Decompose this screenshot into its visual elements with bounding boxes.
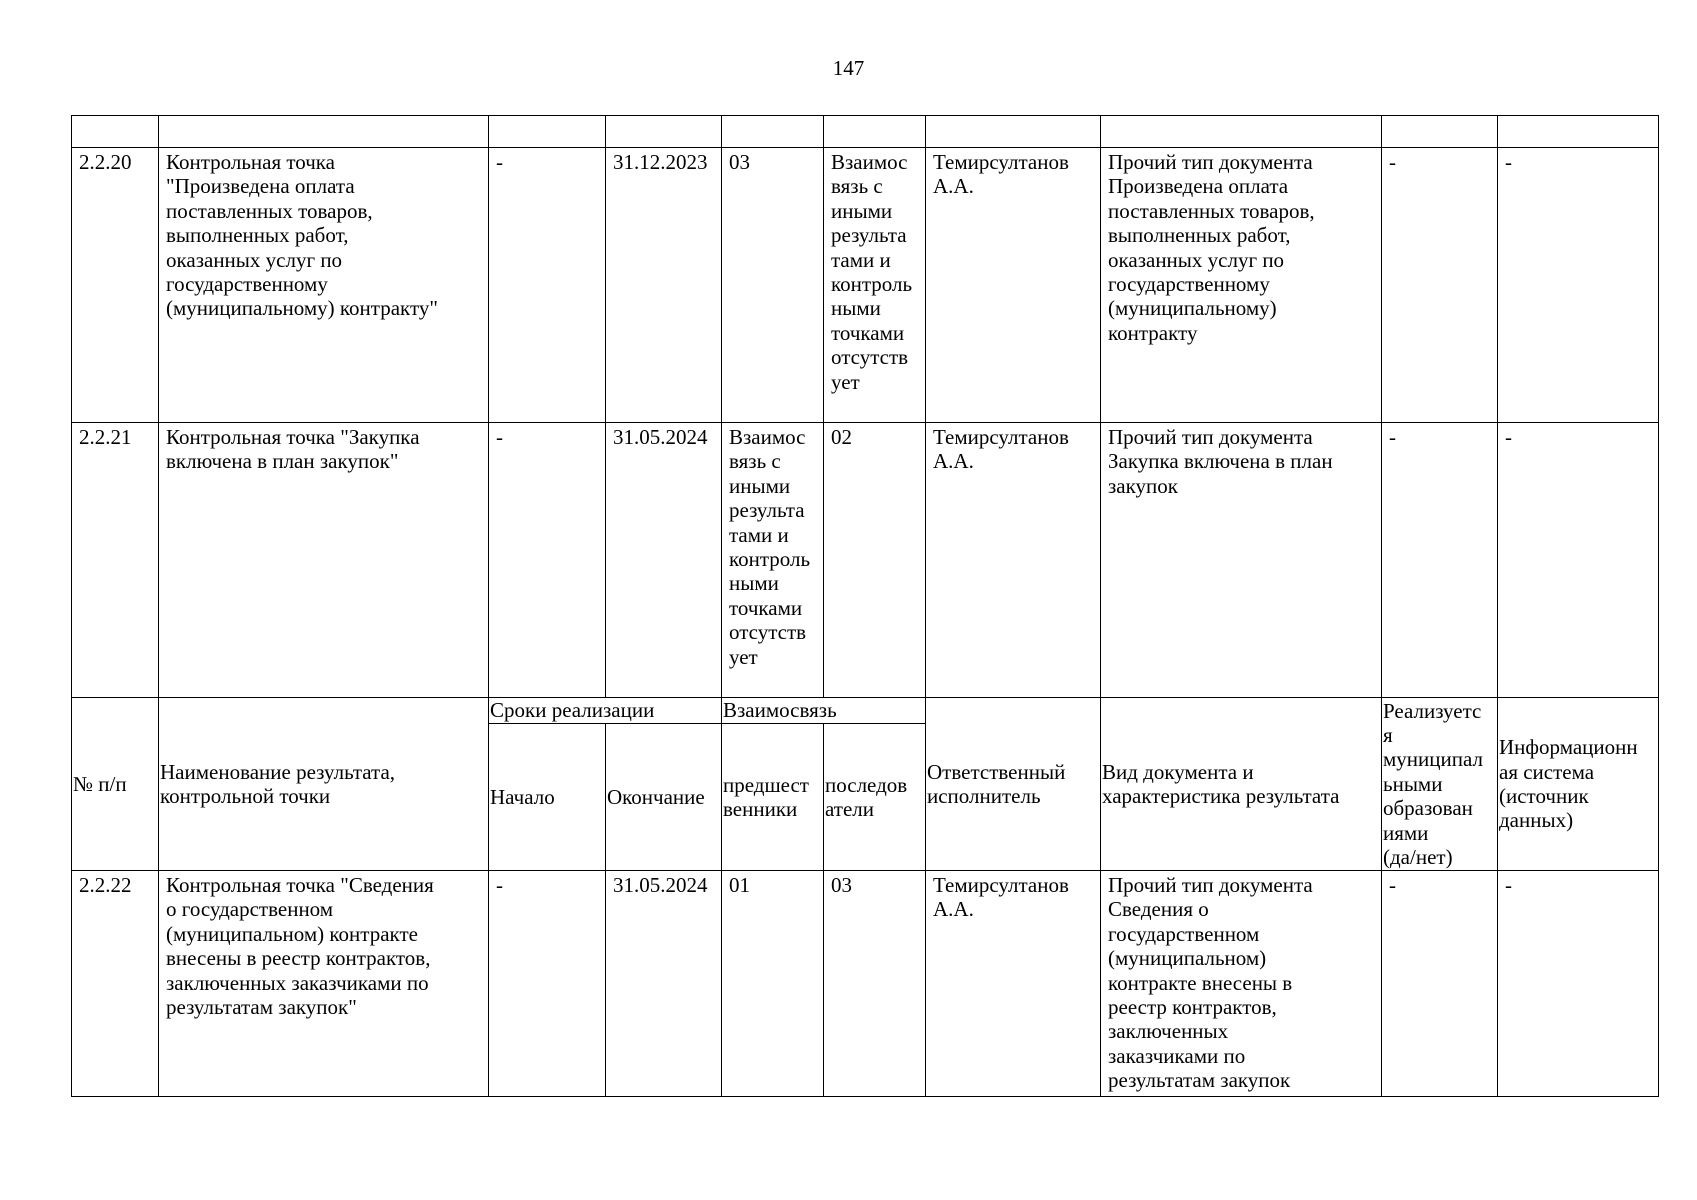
header-relation: Взаимосвязь [722, 698, 926, 724]
blank-cell [926, 116, 1101, 148]
page-number: 147 [832, 56, 865, 80]
responsible: Темирсултанов А.А. [926, 148, 1101, 423]
blank-cell [1498, 116, 1659, 148]
table-row [72, 423, 1659, 698]
successors: 02 [824, 423, 926, 698]
result-name: Контрольная точка "Произведена оплата поставленных товаров, выполненных работ, оказанных услуг по государственному (муниципальному) контракту" [159, 148, 489, 423]
header-end: Окончание [606, 724, 722, 871]
table-row [72, 148, 1659, 423]
header-responsible: Ответственный исполнитель [926, 698, 1101, 871]
end-date: 31.05.2024 [606, 871, 722, 1097]
responsible: Темирсултанов А.А. [926, 871, 1101, 1097]
header-name: Наименование результата, контрольной точки [159, 698, 489, 871]
info-system: - [1498, 871, 1659, 1097]
row-number: 2.2.22 [72, 871, 159, 1097]
header-municipal: Реализуетс я муниципал ьными образован иями (да/нет) [1382, 698, 1498, 871]
blank-row [72, 116, 1659, 148]
blank-cell [489, 116, 606, 148]
header-info-system: Информационн ая система (источник данных) [1498, 698, 1659, 871]
document-type: Прочий тип документа Закупка включена в план закупок [1101, 423, 1382, 698]
blank-cell [1101, 116, 1382, 148]
successors: Взаимос вязь с иными результа тами и контроль ными точками отсутств ует [824, 148, 926, 423]
header-document-type: Вид документа и характеристика результата [1101, 698, 1382, 871]
result-name: Контрольная точка "Закупка включена в план закупок" [159, 423, 489, 698]
info-system: - [1498, 148, 1659, 423]
row-number: 2.2.20 [72, 148, 159, 423]
document-type: Прочий тип документа Произведена оплата поставленных товаров, выполненных работ, оказанных услуг по государственному (муниципальному) контракту [1101, 148, 1382, 423]
table-row [72, 871, 1659, 1097]
info-system: - [1498, 423, 1659, 698]
end-date: 31.05.2024 [606, 423, 722, 698]
blank-cell [606, 116, 722, 148]
result-name: Контрольная точка "Сведения о государственном (муниципальном) контракте внесены в реестр контрактов, заключенных заказчиками по результатам закупок" [159, 871, 489, 1097]
successors: 03 [824, 871, 926, 1097]
header-successors: последов атели [824, 724, 926, 871]
header-number: № п/п [72, 698, 159, 871]
municipal-flag: - [1382, 423, 1498, 698]
end-date: 31.12.2023 [606, 148, 722, 423]
blank-cell [72, 116, 159, 148]
predecessors: 01 [722, 871, 824, 1097]
start-date: - [489, 871, 606, 1097]
predecessors: 03 [722, 148, 824, 423]
row-number: 2.2.21 [72, 423, 159, 698]
results-table [71, 115, 1659, 1097]
responsible: Темирсултанов А.А. [926, 423, 1101, 698]
header-start: Начало [489, 724, 606, 871]
municipal-flag: - [1382, 148, 1498, 423]
header-terms: Сроки реализации [489, 698, 722, 724]
start-date: - [489, 423, 606, 698]
blank-cell [824, 116, 926, 148]
document-type: Прочий тип документа Сведения о государственном (муниципальном) контракте внесены в реестр контрактов, заключенных заказчиками по результатам закупок [1101, 871, 1382, 1097]
blank-cell [1382, 116, 1498, 148]
start-date: - [489, 148, 606, 423]
municipal-flag: - [1382, 871, 1498, 1097]
table-header-row [72, 698, 1659, 724]
blank-cell [159, 116, 489, 148]
blank-cell [722, 116, 824, 148]
predecessors: Взаимос вязь с иными результа тами и контроль ными точками отсутств ует [722, 423, 824, 698]
header-predecessors: предшест венники [722, 724, 824, 871]
